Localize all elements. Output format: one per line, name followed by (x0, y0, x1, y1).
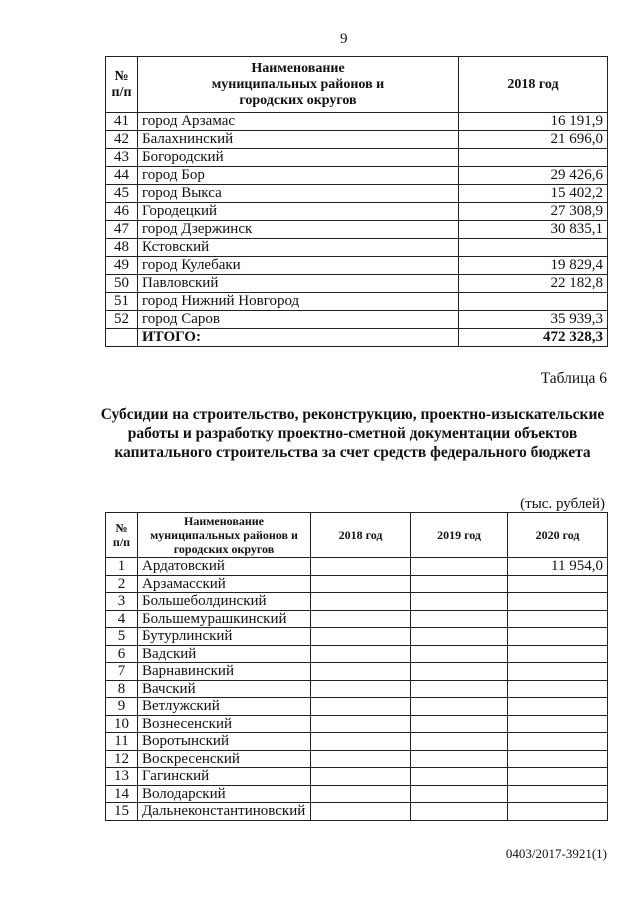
value-cell (411, 645, 508, 663)
value-cell (311, 715, 411, 733)
district-name: Балахнинский (138, 131, 459, 149)
row-number: 49 (106, 257, 138, 275)
value-cell (411, 803, 508, 821)
value-cell (459, 293, 608, 311)
header-2018: 2018 год (311, 513, 411, 558)
value-cell: 35 939,3 (459, 311, 608, 329)
value-cell (508, 593, 608, 611)
value-cell: 15 402,2 (459, 185, 608, 203)
district-name: город Саров (138, 311, 459, 329)
value-cell (411, 733, 508, 751)
district-name: Арзамасский (138, 575, 311, 593)
district-name: Володарский (138, 785, 311, 803)
district-name: Ветлужский (138, 698, 311, 716)
table-row (106, 167, 608, 185)
total-value: 472 328,3 (459, 329, 608, 347)
value-cell (508, 698, 608, 716)
header-2018: 2018 год (459, 57, 608, 113)
value-cell (411, 575, 508, 593)
district-name: Вознесенский (138, 715, 311, 733)
value-cell (311, 680, 411, 698)
value-cell (311, 663, 411, 681)
row-number: 2 (106, 575, 138, 593)
value-cell: 30 835,1 (459, 221, 608, 239)
value-cell (311, 558, 411, 576)
value-cell (459, 149, 608, 167)
row-number: 48 (106, 239, 138, 257)
subsidy-table-2018 (105, 56, 608, 347)
header-name: Наименование муниципальных районов и городских округов (138, 57, 459, 113)
value-cell: 27 308,9 (459, 203, 608, 221)
table-row (106, 733, 608, 751)
table-row (106, 593, 608, 611)
value-cell (508, 645, 608, 663)
value-cell: 19 829,4 (459, 257, 608, 275)
row-number: 5 (106, 628, 138, 646)
table-row (106, 221, 608, 239)
row-number: 14 (106, 785, 138, 803)
value-cell (311, 575, 411, 593)
table-row (106, 239, 608, 257)
row-number: 51 (106, 293, 138, 311)
row-number: 4 (106, 610, 138, 628)
table-label: Таблица 6 (540, 370, 607, 387)
value-cell (508, 768, 608, 786)
table-row (106, 149, 608, 167)
units-label: (тыс. рублей) (520, 496, 605, 512)
district-name: Павловский (138, 275, 459, 293)
value-cell (508, 680, 608, 698)
row-number: 9 (106, 698, 138, 716)
value-cell: 11 954,0 (508, 558, 608, 576)
district-name: Большеболдинский (138, 593, 311, 611)
value-cell (508, 715, 608, 733)
footer-code: 0403/2017-3921(1) (505, 846, 607, 861)
value-cell (411, 593, 508, 611)
header-2020: 2020 год (508, 513, 608, 558)
district-name: Кстовский (138, 239, 459, 257)
value-cell (311, 750, 411, 768)
value-cell (311, 628, 411, 646)
table-row (106, 785, 608, 803)
district-name: Ардатовский (138, 558, 311, 576)
value-cell: 22 182,8 (459, 275, 608, 293)
row-number: 44 (106, 167, 138, 185)
page-number: 9 (340, 31, 348, 47)
value-cell (311, 610, 411, 628)
total-label: ИТОГО: (138, 329, 459, 347)
value-cell (411, 785, 508, 803)
table-row (106, 768, 608, 786)
table-row (106, 275, 608, 293)
subsidy-table-2018-2020 (105, 512, 608, 821)
header-2019: 2019 год (411, 513, 508, 558)
table-row (106, 610, 608, 628)
district-name: Городецкий (138, 203, 459, 221)
value-cell (508, 803, 608, 821)
district-name: город Кулебаки (138, 257, 459, 275)
row-number: 15 (106, 803, 138, 821)
district-name: город Бор (138, 167, 459, 185)
header-name: Наименование муниципальных районов и городских округов (138, 513, 311, 558)
district-name: город Выкса (138, 185, 459, 203)
row-number: 1 (106, 558, 138, 576)
value-cell (411, 715, 508, 733)
table-row (106, 113, 608, 131)
value-cell (411, 680, 508, 698)
value-cell (508, 628, 608, 646)
value-cell (508, 610, 608, 628)
table-row (106, 257, 608, 275)
value-cell: 29 426,6 (459, 167, 608, 185)
table-row (106, 131, 608, 149)
table-row (106, 680, 608, 698)
row-number: 11 (106, 733, 138, 751)
district-name: Гагинский (138, 768, 311, 786)
value-cell (311, 803, 411, 821)
district-name: Воротынский (138, 733, 311, 751)
row-number: 41 (106, 113, 138, 131)
value-cell (411, 698, 508, 716)
row-number: 50 (106, 275, 138, 293)
table-row (106, 715, 608, 733)
value-cell (411, 610, 508, 628)
row-number: 42 (106, 131, 138, 149)
value-cell (311, 733, 411, 751)
value-cell (411, 558, 508, 576)
row-number: 47 (106, 221, 138, 239)
district-name: Вачский (138, 680, 311, 698)
value-cell (411, 750, 508, 768)
row-number: 43 (106, 149, 138, 167)
value-cell (311, 645, 411, 663)
value-cell: 16 191,9 (459, 113, 608, 131)
row-number: 6 (106, 645, 138, 663)
value-cell (411, 628, 508, 646)
value-cell (508, 785, 608, 803)
value-cell (508, 733, 608, 751)
table-row (106, 803, 608, 821)
table-row (106, 558, 608, 576)
district-name: Богородский (138, 149, 459, 167)
table-row (106, 750, 608, 768)
district-name: Варнавинский (138, 663, 311, 681)
value-cell (311, 593, 411, 611)
row-number: 8 (106, 680, 138, 698)
header-number: № п/п (106, 513, 138, 558)
table-row (106, 628, 608, 646)
table-row (106, 293, 608, 311)
value-cell (311, 785, 411, 803)
value-cell (311, 698, 411, 716)
district-name: Воскресенский (138, 750, 311, 768)
table-row (106, 645, 608, 663)
district-name: город Нижний Новгород (138, 293, 459, 311)
district-name: город Арзамас (138, 113, 459, 131)
row-number: 46 (106, 203, 138, 221)
row-number: 13 (106, 768, 138, 786)
value-cell: 21 696,0 (459, 131, 608, 149)
row-number: 52 (106, 311, 138, 329)
district-name: город Дзержинск (138, 221, 459, 239)
value-cell (411, 768, 508, 786)
row-number: 10 (106, 715, 138, 733)
table-row (106, 663, 608, 681)
row-number: 7 (106, 663, 138, 681)
district-name: Вадский (138, 645, 311, 663)
table-title: Субсидии на строительство, реконструкцию, проектно-изыскательские работы и разработку проектно-сметной документации объектов капитального строительства за счет средств федерального бюджета (100, 406, 605, 461)
value-cell (508, 663, 608, 681)
table-row (106, 311, 608, 329)
value-cell (508, 750, 608, 768)
row-number: 3 (106, 593, 138, 611)
district-name: Бутурлинский (138, 628, 311, 646)
value-cell (311, 768, 411, 786)
value-cell (459, 239, 608, 257)
total-number-cell (106, 329, 138, 347)
value-cell (411, 663, 508, 681)
table-row (106, 185, 608, 203)
value-cell (508, 575, 608, 593)
header-number: № п/п (106, 57, 138, 113)
district-name: Большемурашкинский (138, 610, 311, 628)
row-number: 12 (106, 750, 138, 768)
district-name: Дальнеконстантиновский (138, 803, 311, 821)
table-row (106, 575, 608, 593)
row-number: 45 (106, 185, 138, 203)
table-row (106, 203, 608, 221)
table-row (106, 698, 608, 716)
